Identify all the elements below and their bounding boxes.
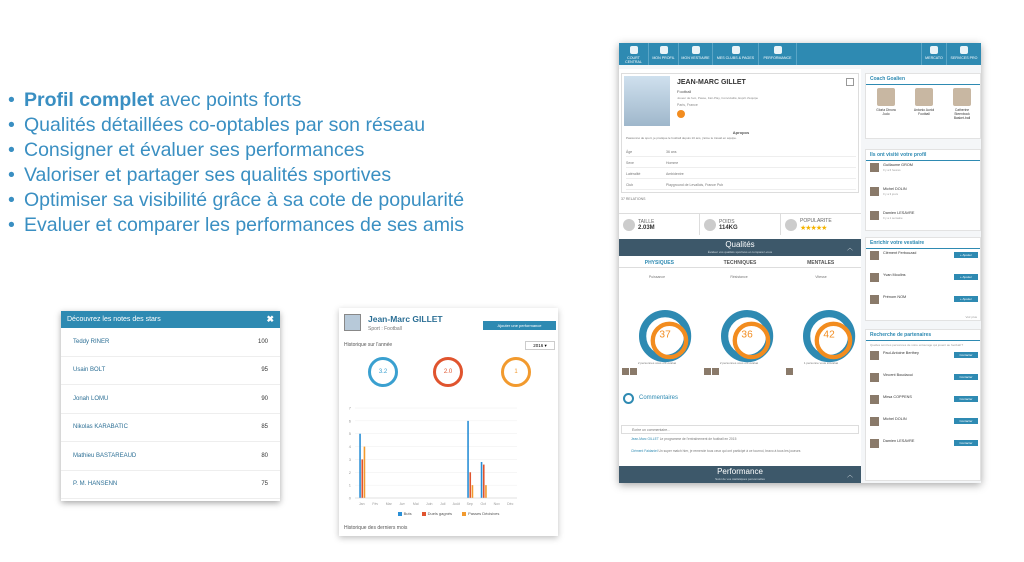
y-tick-label: 0 [348,495,351,501]
star-name: Mathieu BASTAREAUD [73,452,137,459]
rater-avatars [786,368,793,375]
partners-title: Recherche de partenaires [866,330,980,341]
bar [359,434,361,498]
star-score: 75 [261,481,268,488]
main-column [619,69,861,483]
x-tick-label: Juil [440,502,446,506]
visitors-widget [865,149,981,231]
chart-legend [339,511,558,516]
legend-item: Duels gagnés [422,511,452,516]
avatar [870,251,879,260]
performance-subtitle: Suivi de vos statistiques personnelles [715,477,765,481]
nav-performance[interactable]: PERFORMANCE [759,43,797,65]
y-tick-label: 5 [348,431,351,437]
bar [469,472,471,498]
comment-item: Clément Faidaniel Un super match hier, je remercie tous ceux qui ont participé à ce tournoi, bravo à tous les joueurs [631,449,801,453]
stars-panel-title: Découvrez les notes des stars [67,316,161,323]
feature-item: • Evaluer et comparer les performances de ses amis [8,213,598,238]
comment-item: Jean-Marc GILLET Le programme de l'entraînement de football en 2015 [631,437,737,441]
profile-sport: Sport : Football [368,326,402,332]
donut-label: Résistance [730,275,748,279]
avatar [915,88,933,106]
feature-list [8,88,598,238]
comment-input[interactable] [621,425,859,434]
star-row[interactable] [61,385,280,414]
player-icon [930,46,938,54]
x-tick-label: Oct [480,502,486,506]
y-tick-label: 3 [348,456,351,462]
avatar [870,273,879,282]
avatar [870,439,879,448]
weight-icon [704,219,716,231]
tab-physiques[interactable]: PHYSIQUES [644,260,674,266]
x-tick-label: Mai [412,502,419,506]
monthly-bar-chart [339,308,558,536]
y-tick-label: 1 [348,482,351,488]
suggestion-row: Yvan Moulins + Ajouter [866,271,980,293]
year-select[interactable]: 2016 ▾ [525,341,555,350]
add-button[interactable]: + Ajouter [954,252,978,258]
qualites-subtitle: Évaluer vos qualités sportives et comparez-vous [707,250,773,254]
feature-item: • Consigner et évaluer ses performances [8,138,598,163]
avatar [870,395,879,404]
avatar [622,368,629,375]
visitors-title: Ils ont visité votre profil [866,150,980,161]
star-row[interactable] [61,328,280,357]
stars-ratings-panel [61,311,280,501]
partners-description: Quelles sont les personnes de votre entourage qui jouent au football ? [870,343,964,347]
avatar [870,211,879,220]
bar [481,462,483,498]
feature-item: • Profil complet avec points forts [8,88,598,113]
apropos-text: Passionné de sport, je pratique le football depuis 10 ans, j'aime le travail en équipe. [626,136,737,140]
rater-avatars [704,368,719,375]
nav-services-pro[interactable]: SERVICES PRO [947,43,981,65]
coach-card[interactable]: Antonio Auriol Football [910,88,938,116]
add-button[interactable]: + Ajouter [954,296,978,302]
partner-row: Vincent Boudaoui Contacter [866,371,980,393]
donut-label: Puissance [648,275,666,279]
visitor-row[interactable]: Guillaume GROM Il y a 6 heures [866,161,980,185]
avatar [870,351,879,360]
sport-logo-icon [677,110,685,118]
x-tick-label: Déc [507,502,514,506]
star-name: P. M. HANSENN [73,481,118,488]
x-tick-label: Avr [399,502,405,506]
star-score: 95 [261,367,268,374]
avatar [786,368,793,375]
chevron-up-icon[interactable]: ︿ [846,473,853,479]
edit-icon[interactable] [846,78,854,86]
avatar [870,187,879,196]
donut-note: 2 personnes vous ont évalué [719,361,759,365]
y-tick-label: 7 [348,405,351,411]
profile-name: JEAN-MARC GILLET [677,79,746,86]
partner-row: Paul-Antoine Berthey Contacter [866,349,980,371]
star-name: Jonah LOMU [73,395,109,402]
nav-mes-clubs[interactable]: MES CLUBS & PAGES [713,43,759,65]
tab-techniques[interactable]: TECHNIQUES [723,260,757,266]
score-ring: 2.0 [433,357,463,387]
feature-item: • Optimiser sa visibilité grâce à sa cote de popularité [8,188,598,213]
comment-icon [623,393,634,404]
performance-icon [774,46,782,54]
star-name: Nikolas KARABATIC [73,424,128,431]
legend-item: Buts [398,511,412,516]
hanger-icon [692,46,700,54]
apropos-title: Apropos [732,130,750,135]
info-row: Latéralité Ambidextre [626,169,856,179]
rater-avatars [622,368,637,375]
avatar [953,88,971,106]
bar [467,421,469,498]
section-title: Historique sur l'année [344,342,393,348]
coach-card[interactable]: Gloria Dinora Judo [872,88,900,116]
star-row[interactable] [61,357,280,386]
add-button[interactable]: + Ajouter [954,274,978,280]
x-tick-label: Jan [358,502,365,506]
app-screenshot [619,43,981,483]
nav-court-central[interactable]: COURT CENTRAL [619,43,649,65]
profile-sport: Football [677,89,692,94]
profile-name[interactable]: Jean-Marc GILLET [368,314,443,324]
avatar [712,368,719,375]
bar [472,485,474,498]
star-icon [785,219,797,231]
legend-item: Passes Décisives [462,511,499,516]
qualites-band[interactable] [619,239,861,256]
people-icon [732,46,740,54]
suggestion-row: Prénom NOM + Ajouter [866,293,980,315]
y-tick-label: 2 [348,469,351,475]
partner-row: Mirsa COPPENS Contacter [866,393,980,415]
history-months-title: Historique des derniers mois [344,525,408,531]
coach-title: Coach Goalien [866,74,980,85]
contact-button[interactable]: Contacter [954,396,978,402]
contact-button[interactable]: Contacter [954,418,978,424]
score-ring: 1 [501,357,531,387]
info-row: Âge 36 ans [626,147,856,157]
quality-donut[interactable]: 36 [721,310,773,362]
avatar [630,368,637,375]
star-row[interactable] [61,414,280,443]
feature-item: • Qualités détaillées co-optables par son réseau [8,113,598,138]
x-tick-label: Nov [493,502,500,506]
stat-height: TAILLE 2.03M [619,214,700,235]
comments-title: Commentaires [639,395,679,401]
visitor-row[interactable]: Damien LESAVRE Il y a 1 semaine [866,209,980,233]
x-tick-label: Mar [385,502,392,506]
star-score: 100 [257,338,268,345]
relations-count[interactable]: 37 RELATIONS [621,197,646,201]
feature-item: • Valoriser et partager ses qualités sportives [8,163,598,188]
contact-button[interactable]: Contacter [954,352,978,358]
star-score: 80 [261,452,268,459]
avatar [704,368,711,375]
performance-band[interactable] [619,466,861,483]
profile-location: Paris, France [677,103,698,107]
quality-donut[interactable]: 42 [803,310,855,362]
visitor-row[interactable]: Michel DOLIN Il y a 3 jours [866,185,980,209]
partners-widget [865,329,981,481]
stars-panel-header [61,311,280,328]
profile-card [621,73,859,193]
info-row: Sexe Homme [626,158,856,168]
avatar [870,295,879,304]
bar [361,459,363,498]
performance-title: Performance [717,467,763,476]
stat-popularity: POPULARITE ★★★★★ [781,214,861,235]
partner-row: Michel DOLIN Contacter [866,415,980,437]
avatar [870,373,879,382]
pro-icon [960,46,968,54]
avatar [870,417,879,426]
x-tick-label: Juin [426,502,433,506]
quality-donut[interactable]: 37 [639,310,691,362]
profile-description: Joueur de foot, Passe, Fair-Play, Convivialité, Esprit d'équipe [677,96,759,100]
partner-row: Damien LESAVRE Contacter [866,437,980,459]
donut-label: Vitesse [815,275,827,279]
qualites-tabs [619,258,861,268]
enrich-widget [865,237,981,321]
enrich-title: Enrichir votre vestiaire [866,238,980,249]
see-more-link[interactable]: Voir plus [965,315,977,319]
court-icon [630,46,638,54]
performance-history-panel [339,308,558,536]
avatar [870,163,879,172]
donut-note: 2 personnes vous ont évalué [637,361,677,365]
coach-card[interactable]: Catherine Steenbock Basket-ball [948,88,976,120]
qualites-title: Qualités [725,240,755,249]
profile-photo [624,76,670,126]
y-tick-label: 6 [348,418,351,424]
avatar [877,88,895,106]
star-row[interactable] [61,471,280,500]
chevron-up-icon[interactable]: ︿ [846,246,853,252]
nav-mercato[interactable]: MERCATO [921,43,947,65]
x-tick-label: Sep [466,502,473,506]
close-icon[interactable]: ✖ [266,314,274,324]
shirt-icon [660,46,668,54]
info-row: Club Playground de Levallois, France Pub [626,180,856,190]
top-navigation [619,43,981,65]
nav-mon-profil[interactable]: MON PROFIL [649,43,679,65]
right-sidebar [865,69,981,483]
coach-widget [865,73,981,139]
suggestion-row: Clément Ferbouzad + Ajouter [866,249,980,271]
bar [485,485,487,498]
y-tick-label: 4 [348,444,351,450]
contact-button[interactable]: Contacter [954,374,978,380]
star-name: Usain BOLT [73,367,106,374]
star-row[interactable] [61,442,280,471]
tab-mentales[interactable]: MENTALES [807,260,835,266]
bar [364,447,366,498]
star-score: 85 [261,424,268,431]
x-tick-label: Août [452,502,460,506]
stat-weight: POIDS 114KG [700,214,781,235]
contact-button[interactable]: Contacter [954,440,978,446]
bar [483,465,485,498]
stats-bar [619,213,861,235]
score-ring: 3.2 [368,357,398,387]
nav-mon-vestiaire[interactable]: MON VESTIAIRE [679,43,713,65]
star-name: Teddy RINER [73,338,110,345]
donut-note: 1 personne vous a évalué [803,361,839,365]
x-tick-label: Fév [372,502,379,506]
star-score: 90 [261,395,268,402]
add-performance-button[interactable]: Ajouter une performance [483,321,556,330]
height-icon [623,219,635,231]
